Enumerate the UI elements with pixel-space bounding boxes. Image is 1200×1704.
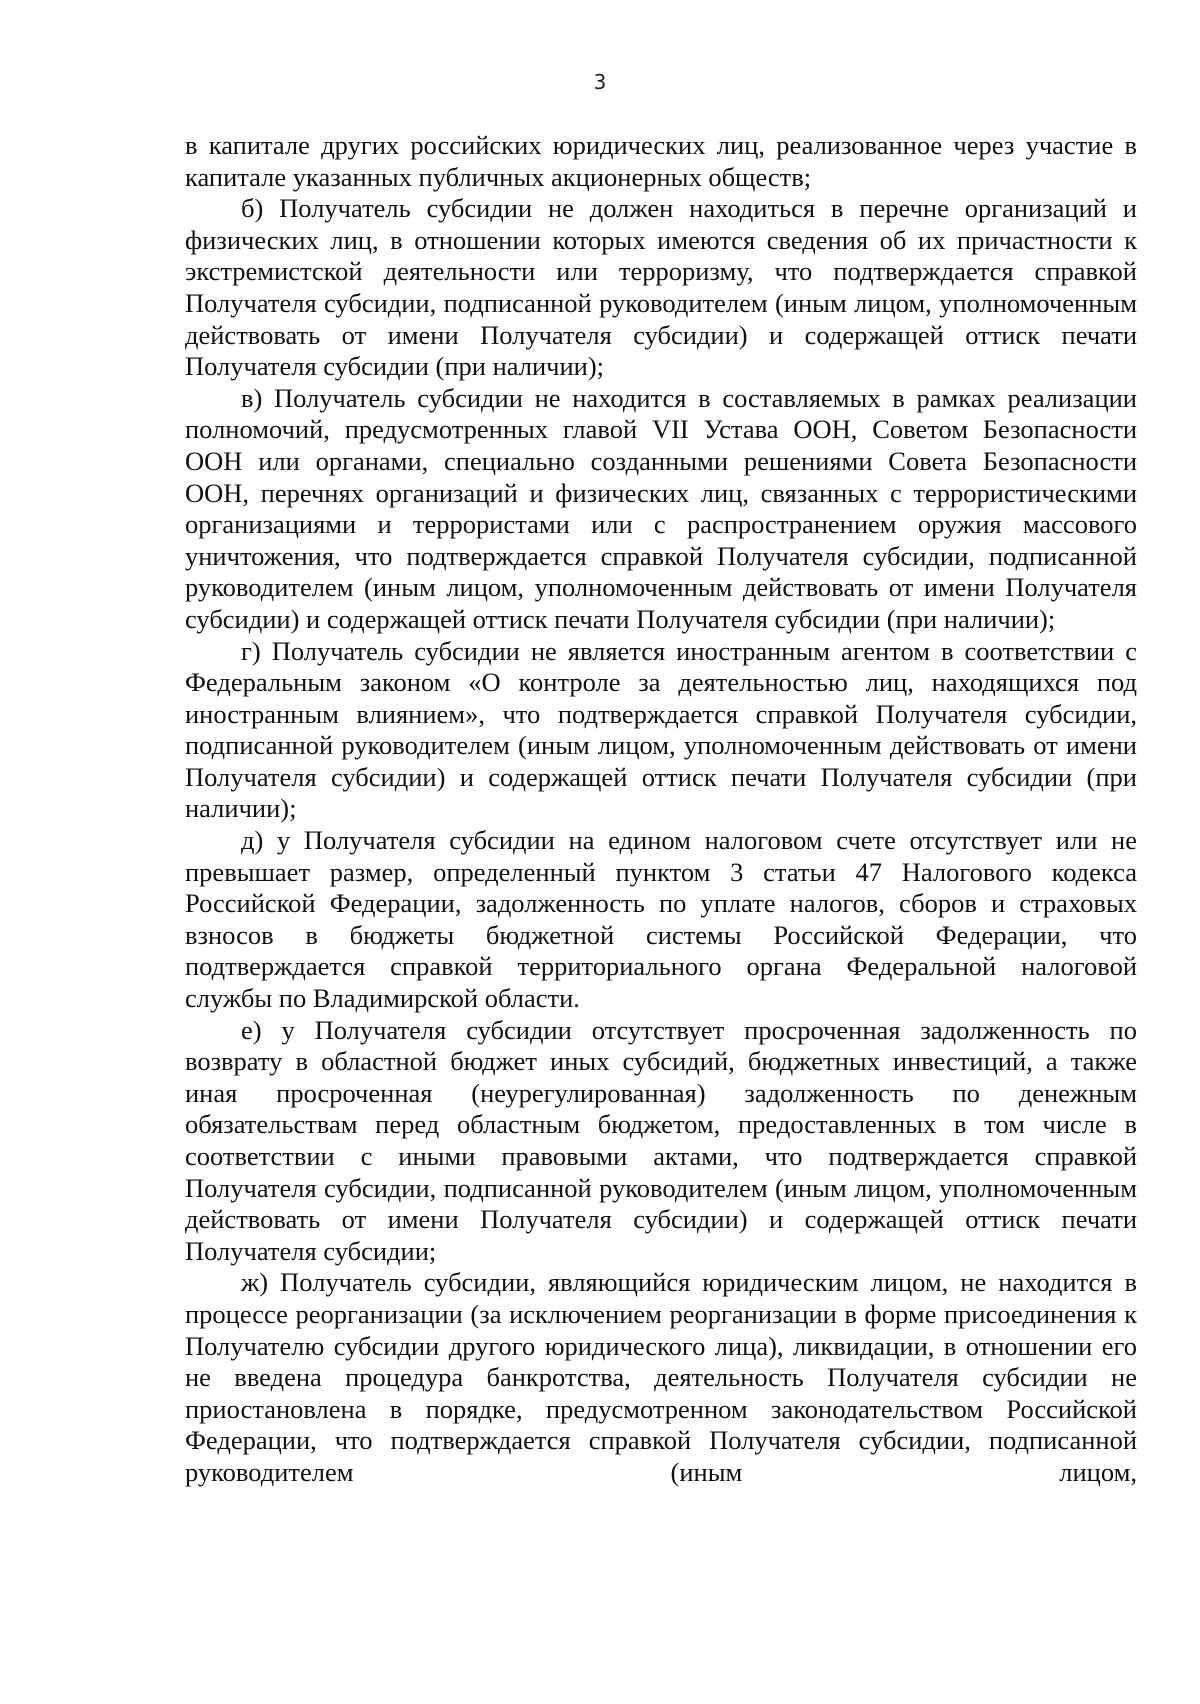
paragraph-e: е) у Получателя субсидии отсутствует просроченная задолженность по возврату в областной бюджет иных субсидий, бюджетных инвестиций, а также иная просроченная (неурегулированная) задолженность по денежным обязательствам перед областным бюджетом, предоставленных в том числе в соответствии с иными правовыми актами, что подтверждается справкой Получателя субсидии, подписанной руководителем (иным лицом, уполномоченным действовать от имени Получателя субсидии) и содержащей оттиск печати Получателя субсидии;	[185, 1014, 1137, 1266]
document-body	[185, 130, 1137, 1489]
page-number: 3	[593, 70, 607, 94]
paragraph-continuation: в капитале других российских юридических лиц, реализованное через участие в капитале указанных публичных акционерных обществ;	[185, 130, 1137, 192]
paragraph-v: в) Получатель субсидии не находится в составляемых в рамках реализации полномочий, предусмотренных главой VII Устава ООН, Советом Безопасности ООН или органами, специально созданными решениями Совета Безопасности ООН, перечнях организаций и физических лиц, связанных с террористическими организациями и террористами или с распространением оружия массового уничтожения, что подтверждается справкой Получателя субсидии, подписанной руководителем (иным лицом, уполномоченным действовать от имени Получателя субсидии) и содержащей оттиск печати Получателя субсидии (при наличии);	[185, 382, 1137, 634]
paragraph-b: б) Получатель субсидии не должен находиться в перечне организаций и физических лиц, в отношении которых имеются сведения об их причастности к экстремистской деятельности или терроризму, что подтверждается справкой Получателя субсидии, подписанной руководителем (иным лицом, уполномоченным действовать от имени Получателя субсидии) и содержащей оттиск печати Получателя субсидии (при наличии);	[185, 193, 1137, 382]
paragraph-g: г) Получатель субсидии не является иностранным агентом в соответствии с Федеральным законом «О контроле за деятельностью лиц, находящихся под иностранным влиянием», что подтверждается справкой Получателя субсидии, подписанной руководителем (иным лицом, уполномоченным действовать от имени Получателя субсидии) и содержащей оттиск печати Получателя субсидии (при наличии);	[185, 635, 1137, 824]
paragraph-zh: ж) Получатель субсидии, являющийся юридическим лицом, не находится в процессе реорганизации (за исключением реорганизации в форме присоединения к Получателю субсидии другого юридического лица), ликвидации, в отношении его не введена процедура банкротства, деятельность Получателя субсидии не приостановлена в порядке, предусмотренном законодательством Российской Федерации, что подтверждается справкой Получателя субсидии, подписанной руководителем (иным лицом,	[185, 1267, 1137, 1487]
paragraph-d: д) у Получателя субсидии на едином налоговом счете отсутствует или не превышает размер, определенный пунктом 3 статьи 47 Налогового кодекса Российской Федерации, задолженность по уплате налогов, сборов и страховых взносов в бюджеты бюджетной системы Российской Федерации, что подтверждается справкой территориального органа Федеральной налоговой службы по Владимирской области.	[185, 825, 1137, 1014]
